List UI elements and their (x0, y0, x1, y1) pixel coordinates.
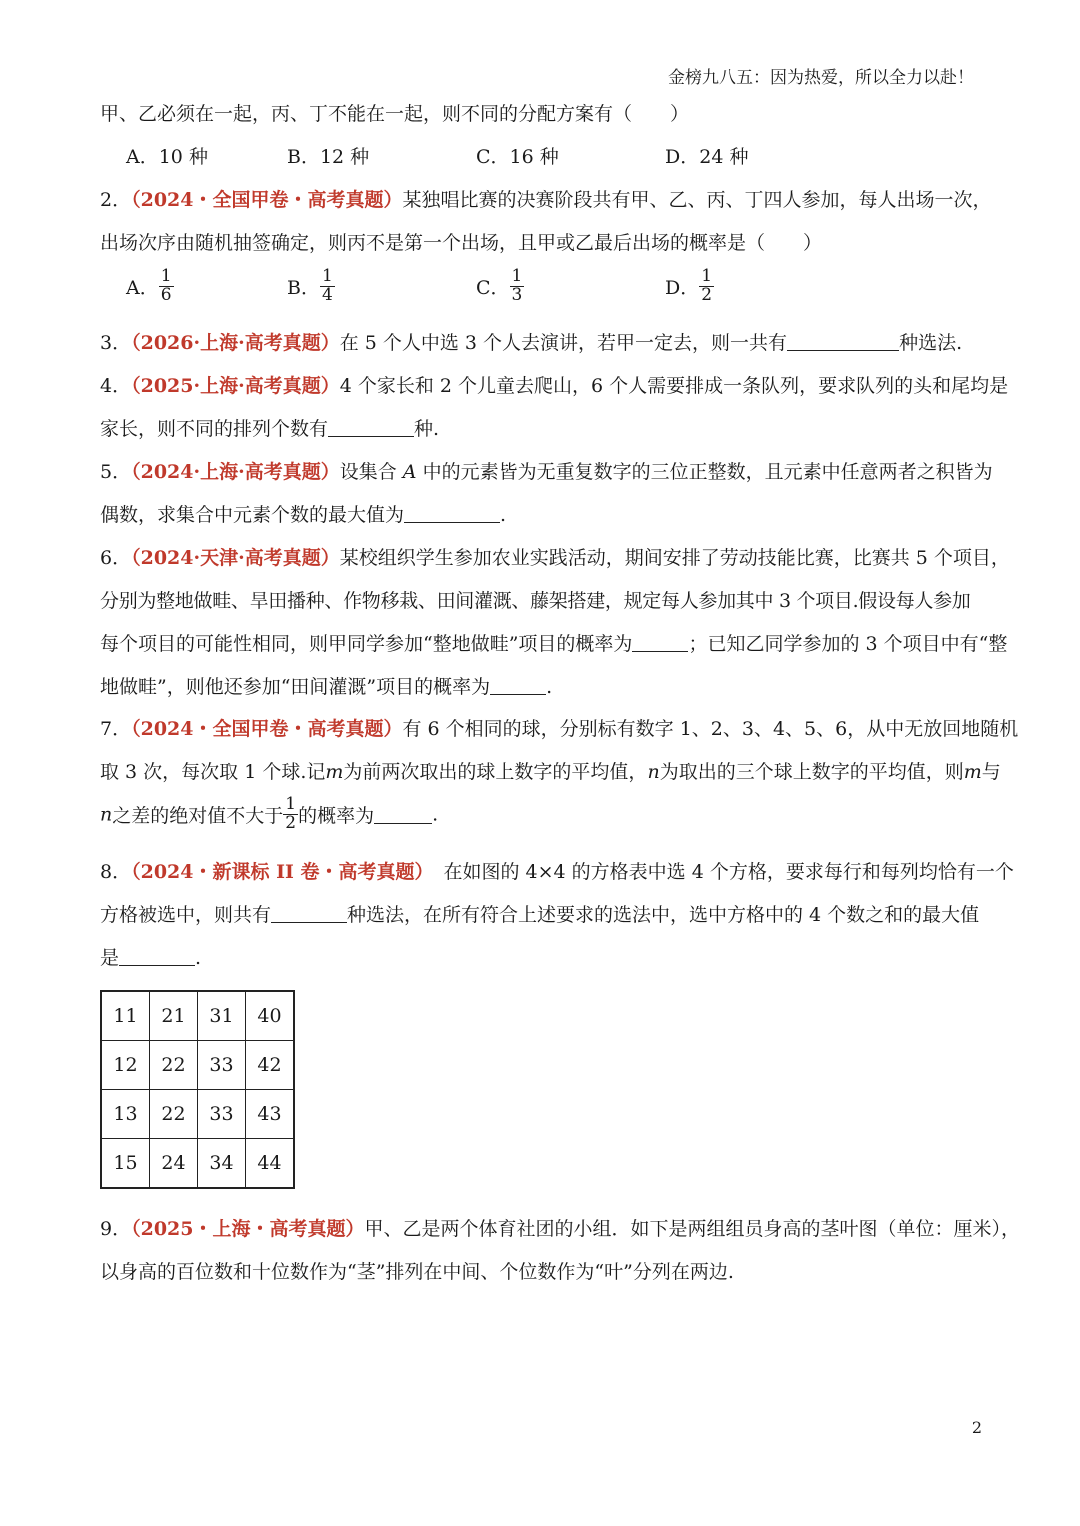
grid-cell: 13 (101, 1090, 150, 1139)
q1-option-b: B．12 种 (287, 146, 370, 168)
grid-cell: 42 (246, 1041, 295, 1090)
number-grid-table (100, 990, 295, 1189)
fraction-one-half (283, 796, 298, 833)
question-text: . (546, 676, 553, 698)
q9-line2: 以身高的百位数和十位数作为“茎”排列在中间、个位数作为“叶”分列在两边. (100, 1261, 734, 1283)
question-text: 之差的绝对值不大于 (112, 804, 284, 827)
question-text: 的概率为 (298, 804, 375, 827)
q6-line2: 分别为整地做畦、旱田播种、作物移栽、田间灌溉、藤架搭建，规定每人参加其中 3 个项目.假设每人参加 (100, 590, 971, 612)
q2-line1 (100, 185, 992, 212)
q4-line2 (100, 414, 439, 441)
question-source: （2024·上海·高考真题） (131, 461, 340, 483)
grid-cell: 43 (246, 1090, 295, 1139)
grid-cell: 22 (150, 1041, 198, 1090)
question-source: （2025・上海・高考真题） (131, 1218, 365, 1240)
question-number: 8． (100, 861, 132, 883)
question-text: 与 (981, 761, 1001, 783)
question-number: 9． (100, 1218, 132, 1240)
q4-line1 (100, 371, 1008, 398)
grid-cell: 34 (198, 1139, 246, 1189)
q2-line2: 出场次序由随机抽签确定，则丙不是第一个出场，且甲或乙最后出场的概率是（ ） (100, 232, 823, 254)
variable-m: m (963, 761, 982, 783)
answer-blank[interactable] (271, 904, 347, 923)
question-text: 地做畦”，则他还参加“田间灌溉”项目的概率为 (100, 676, 491, 698)
question-number: 2． (100, 189, 132, 211)
answer-blank[interactable] (632, 633, 688, 652)
question-text: 是 (100, 947, 120, 969)
question-text: 方格被选中，则共有 (100, 904, 272, 926)
grid-cell: 15 (101, 1139, 150, 1189)
fraction-denominator: 4 (321, 284, 333, 305)
fraction-numerator: 1 (701, 266, 713, 286)
grid-cell: 22 (150, 1090, 198, 1139)
question-text: . (195, 947, 202, 969)
page-number: 2 (971, 1418, 982, 1437)
answer-blank[interactable] (119, 947, 195, 966)
question-text: 4 个家长和 2 个儿童去爬山，6 个人需要排成一条队列，要求队列的头和尾均是 (339, 375, 1009, 397)
q8-line2 (100, 900, 979, 927)
option-fraction (320, 268, 335, 305)
grid-cell: 24 (150, 1139, 198, 1189)
table-row (101, 1041, 294, 1090)
question-number: 4． (100, 375, 132, 397)
question-text: 取 3 次，每次取 1 个球.记 (100, 761, 326, 783)
option-fraction (159, 268, 174, 305)
question-number: 6． (100, 547, 132, 569)
question-text: 种. (414, 418, 440, 440)
question-source: （2025·上海·高考真题） (131, 375, 340, 397)
q1-option-d: D．24 种 (665, 146, 749, 168)
answer-blank[interactable] (374, 805, 432, 824)
q6-line1 (100, 543, 1010, 570)
option-label: A． (126, 276, 159, 299)
question-text: 有 6 个相同的球，分别标有数字 1、2、3、4、5、6，从中无放回地随机 (402, 718, 1019, 740)
table-row (101, 1090, 294, 1139)
fraction-denominator: 2 (285, 812, 297, 833)
question-text: 为取出的三个球上数字的平均值，则 (659, 761, 964, 783)
question-text: 设集合 (339, 461, 397, 483)
variable-n: n (647, 761, 660, 783)
q7-line3 (100, 796, 438, 833)
answer-blank[interactable] (787, 332, 899, 351)
option-label: C． (476, 276, 510, 299)
answer-blank[interactable] (490, 676, 546, 695)
q5-line2 (100, 500, 506, 527)
answer-blank[interactable] (328, 418, 414, 437)
answer-blank[interactable] (404, 504, 500, 523)
question-source: （2026·上海·高考真题） (131, 332, 340, 354)
option-label: B． (287, 276, 320, 299)
question-text: 每个项目的可能性相同，则甲同学参加“整地做畦”项目的概率为 (100, 633, 633, 655)
q1-option-c: C．16 种 (476, 146, 559, 168)
grid-cell: 31 (198, 991, 246, 1041)
question-source: （2024・全国甲卷・高考真题） (131, 718, 403, 740)
table-row (101, 991, 294, 1041)
question-text: 某独唱比赛的决赛阶段共有甲、乙、丙、丁四人参加，每人出场一次， (402, 189, 992, 211)
fraction-denominator: 3 (511, 284, 523, 305)
question-text: 为前两次取出的球上数字的平均值， (343, 761, 648, 783)
q6-line3 (100, 629, 1007, 656)
fraction-numerator: 1 (511, 266, 523, 286)
variable-m: m (325, 761, 344, 783)
q2-option-c (476, 268, 524, 305)
question-text: 在 5 个人中选 3 个人去演讲，若甲一定去，则一共有 (339, 332, 788, 354)
q7-line2 (100, 757, 1001, 784)
question-text: ；已知乙同学参加的 3 个项目中有“整 (688, 633, 1008, 655)
q2-option-b (287, 268, 335, 305)
option-fraction (510, 268, 525, 305)
question-text: 家长，则不同的排列个数有 (100, 418, 329, 440)
grid-cell: 44 (246, 1139, 295, 1189)
q6-line4 (100, 672, 552, 699)
header-motto: 金榜九八五：因为热爱，所以全力以赴！ (668, 68, 974, 88)
q5-line1 (100, 457, 993, 484)
question-number: 7． (100, 718, 132, 740)
grid-cell: 33 (198, 1041, 246, 1090)
q7-line1 (100, 714, 1018, 741)
question-number: 3． (100, 332, 132, 354)
question-source: （2024・新课标 II 卷・高考真题） (131, 861, 434, 883)
option-fraction (699, 268, 714, 305)
table-row (101, 1139, 294, 1189)
fraction-denominator: 2 (701, 284, 713, 305)
q2-option-a (126, 268, 174, 305)
question-text: . (432, 803, 439, 826)
question-text: 偶数，求集合中元素个数的最大值为 (100, 504, 405, 526)
q8-line3 (100, 943, 201, 970)
q3-line1 (100, 328, 962, 355)
fraction-numerator: 1 (321, 266, 333, 286)
question-text: 种选法，在所有符合上述要求的选法中，选中方格中的 4 个数之和的最大值 (347, 904, 980, 926)
grid-cell: 12 (101, 1041, 150, 1090)
question-number: 5． (100, 461, 132, 483)
q9-line1 (100, 1214, 1020, 1241)
question-text: . (500, 504, 507, 526)
q2-option-d (665, 268, 714, 305)
question-source: （2024・全国甲卷・高考真题） (131, 189, 403, 211)
question-text: 某校组织学生参加农业实践活动，期间安排了劳动技能比赛，比赛共 5 个项目， (339, 547, 1010, 569)
option-label: D． (665, 276, 700, 299)
grid-cell: 33 (198, 1090, 246, 1139)
question-text: 中的元素皆为无重复数字的三位正整数，且元素中任意两者之积皆为 (422, 461, 993, 483)
grid-cell: 40 (246, 991, 295, 1041)
grid-cell: 21 (150, 991, 198, 1041)
grid-cell: 11 (101, 991, 150, 1041)
question-text: 甲、乙是两个体育社团的小组．如下是两组组员身高的茎叶图（单位：厘米）， (364, 1218, 1020, 1240)
q8-line1 (100, 857, 1014, 884)
question-text: 种选法. (899, 332, 963, 354)
fraction-numerator: 1 (160, 266, 172, 286)
set-variable: A (402, 461, 417, 483)
question-text: 在如图的 4×4 的方格表中选 4 个方格，要求每行和每列均恰有一个 (443, 861, 1014, 883)
question-source: （2024·天津·高考真题） (131, 547, 340, 569)
fraction-denominator: 6 (160, 284, 172, 305)
fraction-numerator: 1 (285, 794, 297, 814)
variable-n: n (100, 803, 113, 826)
q1-text: 甲、乙必须在一起，丙、丁不能在一起，则不同的分配方案有（ ） (100, 103, 690, 125)
q1-option-a: A．10 种 (126, 146, 208, 168)
